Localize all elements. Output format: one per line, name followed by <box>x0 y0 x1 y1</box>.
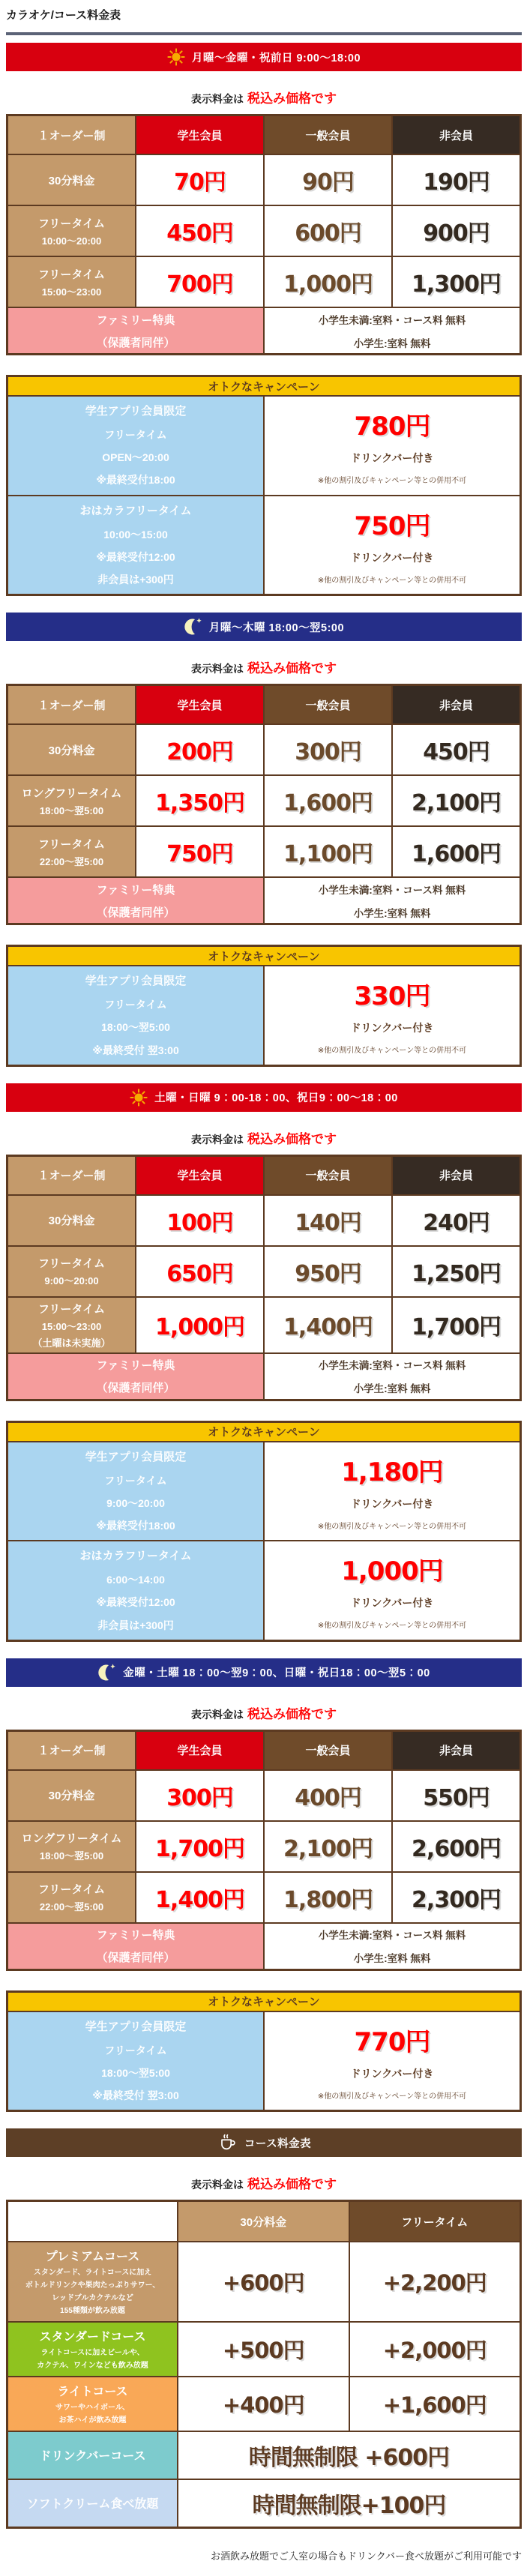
price-cell: 1,250円 <box>393 1247 520 1296</box>
course-price-cell: +400円 <box>178 2377 349 2431</box>
family-label-line: （保護者同伴） <box>96 336 175 349</box>
plan-label-line: 22:00～翌5:00 <box>39 855 104 867</box>
campaign-note: ※他の割引及びキャンペーン等との併用不可 <box>317 576 467 585</box>
campaign-includes: ドリンクバー付き <box>350 1022 434 1035</box>
family-label-line: ファミリー特典 <box>96 313 175 327</box>
price-cell: 2,100円 <box>393 776 520 825</box>
member-type-header: 非会員 <box>393 1732 520 1769</box>
plan-label-line: 15:00～23:00 <box>41 286 102 298</box>
course-name-cell <box>8 2432 177 2479</box>
plan-label-line: 30分料金 <box>48 1215 95 1228</box>
plan-label-line: 18:00～翌5:00 <box>39 804 104 816</box>
campaign-condition-line: ※最終受付18:00 <box>96 1520 175 1532</box>
price-cell: 1,350円 <box>136 776 263 825</box>
price-cell: 700円 <box>136 257 263 307</box>
plan-label-line: フリータイム <box>37 837 106 851</box>
plan-label-line: フリータイム <box>37 1302 106 1316</box>
time-band-banner <box>6 1083 522 1112</box>
campaign-condition-line: 学生アプリ会員限定 <box>85 975 187 988</box>
course-price-cell: +2,000円 <box>350 2323 520 2376</box>
plan-label-line: 15:00～23:00 <box>41 1320 102 1332</box>
campaign-condition-line: フリータイム <box>104 1474 167 1487</box>
campaign-condition-cell <box>8 966 263 1065</box>
family-benefit-line: 小学生:室料 無料 <box>353 1383 431 1395</box>
plan-label-line: フリータイム <box>37 1257 106 1271</box>
campaign-condition-line: ※最終受付12:00 <box>96 1596 175 1609</box>
price-cell: 1,600円 <box>265 776 391 825</box>
plan-label-line: 18:00～翌5:00 <box>39 1850 104 1862</box>
karaoke-pricing-section <box>6 1658 522 2113</box>
member-type-header: 一般会員 <box>265 1732 391 1769</box>
price-cell: 300円 <box>136 1771 263 1820</box>
plan-label-cell <box>8 827 135 876</box>
campaign-condition-line: 10:00～15:00 <box>103 528 168 541</box>
course-pricing-section <box>6 2128 522 2529</box>
plan-label-cell <box>8 155 135 205</box>
course-price-cell: +2,200円 <box>350 2242 520 2321</box>
family-benefit-line: 小学生未満:室料・コース料 無料 <box>318 1360 466 1372</box>
price-cell: 550円 <box>393 1771 520 1820</box>
family-benefit-text <box>265 1924 520 1969</box>
campaign-note: ※他の割引及びキャンペーン等との併用不可 <box>317 1047 467 1056</box>
price-cell: 190円 <box>393 155 520 205</box>
price-cell: 1,800円 <box>265 1873 391 1922</box>
campaign-includes: ドリンクバー付き <box>350 2067 434 2080</box>
family-benefit-line: 小学生:室料 無料 <box>353 1953 431 1965</box>
course-desc-line: レッドブルカクテルなど <box>52 2294 133 2303</box>
course-header-cell: フリータイム <box>350 2202 520 2241</box>
course-header-cell: 30分料金 <box>178 2202 349 2241</box>
plan-label-cell <box>8 1771 135 1820</box>
campaign-price-cell <box>265 966 520 1065</box>
member-type-header: 一般会員 <box>265 1157 391 1194</box>
course-name: ソフトクリーム食べ放題 <box>26 2497 159 2511</box>
campaign-header: オトクなキャンペーン <box>8 947 520 965</box>
price-cell: 1,600円 <box>393 827 520 876</box>
campaign-price: 780円 <box>354 412 430 442</box>
plan-label-line: 30分料金 <box>48 744 95 757</box>
member-type-header: 学生会員 <box>136 686 263 723</box>
family-benefit-line: 小学生:室料 無料 <box>353 907 431 919</box>
plan-label-line: 9:00～20:00 <box>44 1275 99 1287</box>
campaign-table <box>6 375 522 596</box>
plan-label-cell <box>8 1873 135 1922</box>
karaoke-pricing-section <box>6 43 522 596</box>
campaign-condition-line: ※最終受付 翌3:00 <box>92 2089 179 2102</box>
campaign-price: 1,000円 <box>341 1556 443 1587</box>
price-cell: 140円 <box>265 1196 391 1245</box>
price-cell: 1,400円 <box>136 1873 263 1922</box>
course-desc-line: ライトコースに加えビールや、 <box>40 2349 145 2358</box>
family-label-line: （保護者同伴） <box>96 1382 175 1395</box>
member-type-header: １オーダー制 <box>8 1732 135 1769</box>
campaign-condition-line: 非会員は+300円 <box>97 1619 174 1631</box>
sun-icon <box>167 48 185 66</box>
campaign-condition-line: OPEN～20:00 <box>102 451 169 464</box>
tax-note <box>6 88 522 106</box>
family-label-line: （保護者同伴） <box>96 1951 175 1965</box>
campaign-condition-line: ※最終受付12:00 <box>96 550 175 563</box>
time-band-banner <box>6 2128 522 2157</box>
karaoke-pricing-section <box>6 613 522 1067</box>
family-benefit-label <box>8 878 263 923</box>
course-desc-line: お茶ハイが飲み放題 <box>58 2416 127 2425</box>
price-cell: 1,000円 <box>265 257 391 307</box>
price-cell: 2,100円 <box>265 1822 391 1871</box>
tax-note-highlight: 税込み価格です <box>247 91 337 106</box>
tax-note-highlight: 税込み価格です <box>247 1131 337 1146</box>
tax-note <box>6 657 522 676</box>
family-label-line: ファミリー特典 <box>96 1929 175 1942</box>
price-cell: 100円 <box>136 1196 263 1245</box>
price-cell: 240円 <box>393 1196 520 1245</box>
campaign-condition-cell <box>8 397 263 495</box>
plan-label-cell <box>8 776 135 825</box>
tax-note-prefix: 表示料金は <box>191 663 244 675</box>
campaign-price-cell <box>265 496 520 595</box>
campaign-condition-line: ※最終受付 翌3:00 <box>92 1044 179 1056</box>
member-type-header: 一般会員 <box>265 116 391 154</box>
campaign-table <box>6 1990 522 2113</box>
campaign-note: ※他の割引及びキャンペーン等との併用不可 <box>317 1522 467 1531</box>
tax-note <box>6 1128 522 1147</box>
campaign-includes: ドリンクバー付き <box>350 551 434 564</box>
member-type-header: 学生会員 <box>136 1157 263 1194</box>
price-cell: 300円 <box>265 725 391 774</box>
tax-note <box>6 1703 522 1722</box>
plan-label-cell <box>8 725 135 774</box>
family-benefit-line: 小学生未満:室料・コース料 無料 <box>318 884 466 896</box>
tax-note-prefix: 表示料金は <box>191 93 244 105</box>
plan-label-line: ロングフリータイム <box>21 1832 122 1846</box>
campaign-price: 770円 <box>354 2026 430 2057</box>
campaign-table <box>6 945 522 1067</box>
course-name: プレミアムコース <box>45 2251 140 2264</box>
time-band-label: 月曜～金曜・祝前日 9:00～18:00 <box>191 52 361 64</box>
moon-icon <box>184 617 202 637</box>
price-cell: 450円 <box>393 725 520 774</box>
campaign-condition-cell <box>8 2012 263 2110</box>
price-cell: 750円 <box>136 827 263 876</box>
tax-note-prefix: 表示料金は <box>191 1708 244 1721</box>
cup-icon <box>217 2132 238 2153</box>
karaoke-price-table <box>6 684 522 925</box>
campaign-price-cell <box>265 397 520 495</box>
family-benefit-text <box>265 308 520 353</box>
campaign-condition-line: おはカラフリータイム <box>79 504 192 517</box>
family-benefit-label <box>8 1354 263 1399</box>
family-label-line: ファミリー特典 <box>96 883 175 897</box>
course-price-cell: +600円 <box>178 2242 349 2321</box>
family-benefit-line: 小学生未満:室料・コース料 無料 <box>318 314 466 326</box>
plan-label-line: 30分料金 <box>48 1790 95 1803</box>
campaign-price-cell <box>265 1541 520 1640</box>
price-cell: 900円 <box>393 206 520 256</box>
campaign-includes: ドリンクバー付き <box>350 1597 434 1610</box>
moon-icon <box>97 1663 116 1682</box>
campaign-condition-line: 学生アプリ会員限定 <box>85 405 187 418</box>
price-cell: 1,400円 <box>265 1298 391 1352</box>
pricing-sections <box>6 43 522 2529</box>
campaign-condition-line: 非会員は+300円 <box>97 573 174 586</box>
time-band-label: 土曜・日曜 9：00-18：00、祝日9：00～18：00 <box>154 1092 398 1105</box>
campaign-price-cell <box>265 1442 520 1541</box>
campaign-condition-line: ※最終受付18:00 <box>96 474 175 487</box>
pricing-page <box>6 0 522 2563</box>
family-label-line: ファミリー特典 <box>96 1359 175 1373</box>
price-cell: 1,000円 <box>136 1298 263 1352</box>
campaign-condition-line: 18:00～翌5:00 <box>101 1021 170 1034</box>
price-cell: 950円 <box>265 1247 391 1296</box>
karaoke-price-table <box>6 1730 522 1971</box>
campaign-note: ※他の割引及びキャンペーン等との併用不可 <box>317 477 467 486</box>
plan-label-line: ロングフリータイム <box>21 786 122 800</box>
campaign-header: オトクなキャンペーン <box>8 1423 520 1441</box>
tax-note <box>6 2173 522 2192</box>
campaign-condition-line: 学生アプリ会員限定 <box>85 2020 187 2033</box>
plan-label-line: 30分料金 <box>48 174 95 187</box>
family-benefit-text <box>265 878 520 923</box>
plan-label-line: 10:00～20:00 <box>41 235 102 247</box>
course-name: スタンダードコース <box>39 2331 146 2344</box>
family-label-line: （保護者同伴） <box>96 906 175 919</box>
footer-note: お酒飲み放題でご入室の場合もドリンクバー食べ放題がご利用可能です <box>211 2551 522 2563</box>
sun-icon <box>130 1089 148 1107</box>
campaign-condition-line: フリータイム <box>104 999 167 1011</box>
family-benefit-text <box>265 1354 520 1399</box>
course-name: ライトコース <box>57 2386 128 2399</box>
plan-label-cell <box>8 1196 135 1245</box>
price-cell: 2,600円 <box>393 1822 520 1871</box>
member-type-header: １オーダー制 <box>8 116 135 154</box>
campaign-condition-cell <box>8 1541 263 1640</box>
course-price-cell: +500円 <box>178 2323 349 2376</box>
plan-label-line: 22:00～翌5:00 <box>39 1901 104 1913</box>
campaign-note: ※他の割引及びキャンペーン等との併用不可 <box>317 1622 467 1631</box>
price-cell: 600円 <box>265 206 391 256</box>
plan-label-line: フリータイム <box>37 1883 106 1897</box>
plan-label-cell <box>8 257 135 307</box>
course-name: ドリンクバーコース <box>39 2449 146 2463</box>
plan-label-cell <box>8 1247 135 1296</box>
family-benefit-line: 小学生:室料 無料 <box>353 337 431 349</box>
member-type-header: １オーダー制 <box>8 686 135 723</box>
price-cell: 400円 <box>265 1771 391 1820</box>
course-header-blank <box>8 2202 177 2241</box>
campaign-table <box>6 1421 522 1642</box>
family-benefit-line: 小学生未満:室料・コース料 無料 <box>318 1930 466 1942</box>
title-divider <box>6 32 522 35</box>
karaoke-pricing-section <box>6 1083 522 1642</box>
campaign-price: 750円 <box>354 511 430 541</box>
member-type-header: 一般会員 <box>265 686 391 723</box>
course-price-merged: 時間無制限+100円 <box>178 2480 520 2527</box>
price-cell: 2,300円 <box>393 1873 520 1922</box>
course-price-cell: +1,600円 <box>350 2377 520 2431</box>
family-benefit-label <box>8 1924 263 1969</box>
course-price-merged: 時間無制限 +600円 <box>178 2432 520 2479</box>
price-cell: 450円 <box>136 206 263 256</box>
time-band-label: 月曜～木曜 18:00～翌5:00 <box>208 622 345 634</box>
campaign-condition-line: 18:00～翌5:00 <box>101 2067 170 2079</box>
plan-label-cell <box>8 1822 135 1871</box>
price-cell: 70円 <box>136 155 263 205</box>
tax-note-prefix: 表示料金は <box>191 2179 244 2191</box>
member-type-header: 非会員 <box>393 116 520 154</box>
time-band-banner <box>6 613 522 641</box>
price-cell: 650円 <box>136 1247 263 1296</box>
plan-label-cell <box>8 206 135 256</box>
course-desc-line: 155種類が飲み放題 <box>60 2307 125 2316</box>
campaign-price-cell <box>265 2012 520 2110</box>
price-cell: 1,700円 <box>136 1822 263 1871</box>
course-desc-line: サワーやハイボール、 <box>55 2404 130 2413</box>
campaign-includes: ドリンクバー付き <box>350 452 434 465</box>
course-desc-line: スタンダード、ライトコースに加え <box>33 2269 152 2278</box>
tax-note-highlight: 税込み価格です <box>247 1706 337 1721</box>
course-name-cell <box>8 2480 177 2527</box>
course-desc-line: カクテル、ワインなども飲み放題 <box>37 2362 148 2371</box>
course-price-table <box>6 2200 522 2529</box>
campaign-note: ※他の割引及びキャンペーン等との併用不可 <box>317 2092 467 2101</box>
plan-label-line: フリータイム <box>37 217 106 230</box>
tax-note-highlight: 税込み価格です <box>247 661 337 676</box>
course-name-cell <box>8 2242 177 2321</box>
plan-label-line: （土曜は未実施） <box>32 1337 111 1349</box>
time-band-label: 金曜・土曜 18：00～翌9：00、日曜・祝日18：00～翌5：00 <box>123 1667 430 1680</box>
campaign-header: オトクなキャンペーン <box>8 1993 520 2011</box>
karaoke-price-table <box>6 1155 522 1401</box>
price-cell: 1,100円 <box>265 827 391 876</box>
family-benefit-label <box>8 308 263 353</box>
campaign-condition-cell <box>8 1442 263 1541</box>
page-title: カラオケ/コース料金表 <box>6 9 121 22</box>
campaign-condition-line: 6:00～14:00 <box>106 1574 165 1586</box>
price-cell: 90円 <box>265 155 391 205</box>
campaign-condition-line: フリータイム <box>104 2044 167 2056</box>
time-band-banner <box>6 1658 522 1687</box>
price-cell: 1,300円 <box>393 257 520 307</box>
tax-note-prefix: 表示料金は <box>191 1133 244 1146</box>
campaign-condition-line: おはカラフリータイム <box>79 1550 192 1563</box>
karaoke-price-table <box>6 114 522 355</box>
course-desc-line: ボトルドリンクや果肉たっぷりサワー、 <box>25 2281 160 2290</box>
member-type-header: 非会員 <box>393 1157 520 1194</box>
time-band-label: コース料金表 <box>244 2137 312 2150</box>
plan-label-cell <box>8 1298 135 1352</box>
campaign-includes: ドリンクバー付き <box>350 1497 434 1510</box>
member-type-header: 非会員 <box>393 686 520 723</box>
campaign-price: 330円 <box>354 981 430 1012</box>
campaign-condition-line: フリータイム <box>104 429 167 442</box>
plan-label-line: フリータイム <box>37 268 106 281</box>
member-type-header: １オーダー制 <box>8 1157 135 1194</box>
campaign-condition-line: 学生アプリ会員限定 <box>85 1450 187 1463</box>
tax-note-highlight: 税込み価格です <box>247 2177 337 2192</box>
course-name-cell <box>8 2323 177 2376</box>
campaign-price: 1,180円 <box>341 1457 443 1487</box>
campaign-header: オトクなキャンペーン <box>8 377 520 395</box>
time-band-banner <box>6 43 522 71</box>
member-type-header: 学生会員 <box>136 116 263 154</box>
member-type-header: 学生会員 <box>136 1732 263 1769</box>
price-cell: 1,700円 <box>393 1298 520 1352</box>
campaign-condition-cell <box>8 496 263 595</box>
price-cell: 200円 <box>136 725 263 774</box>
campaign-condition-line: 9:00～20:00 <box>106 1496 165 1509</box>
